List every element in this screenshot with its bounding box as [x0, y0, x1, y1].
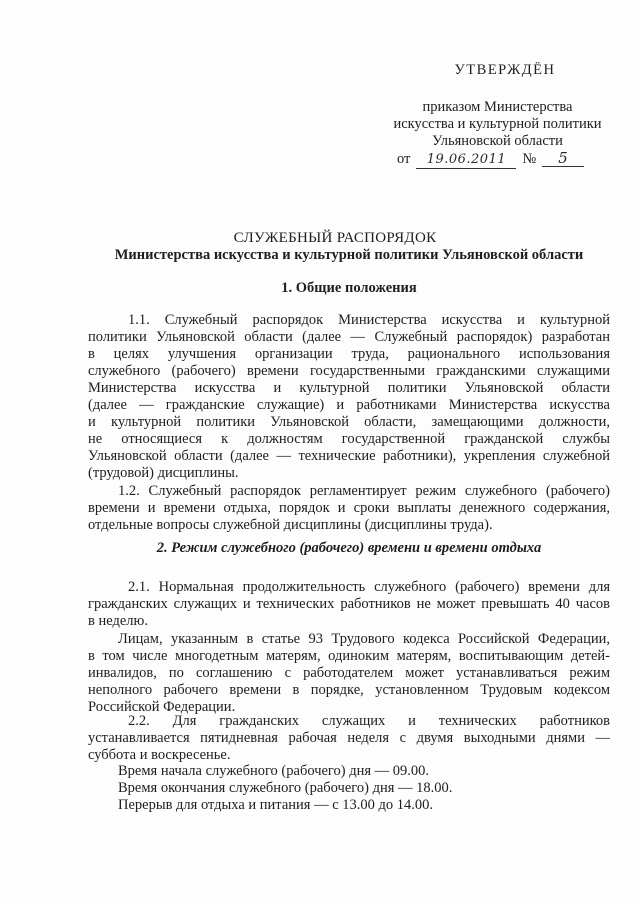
handwritten-date: 19.06.2011 — [416, 152, 516, 169]
handwritten-number: 5 — [542, 150, 584, 167]
paragraph-line: 1.2. Служебный распорядок регламентирует режим служебного (рабочего) — [118, 483, 610, 499]
paragraph-line: не относящиеся к должностям государственной гражданской службы — [88, 431, 610, 447]
paragraph-line: (трудовой) дисциплины. — [88, 465, 239, 481]
approval-block — [380, 99, 615, 150]
paragraph-line: политики Ульяновской области (далее — Служебный распорядок) разработан — [88, 329, 610, 345]
paragraph-line: неполного рабочего времени в порядке, установленном Трудовым кодексом — [88, 682, 610, 698]
paragraph-line: и культурной политики Ульяновской области, замещающими должности, — [88, 414, 610, 430]
section-heading: 2. Режим служебного (рабочего) времени и времени отдыха — [156, 540, 542, 556]
paragraph-line: Лицам, указанным в статье 93 Трудового кодекса Российской Федерации, — [118, 631, 610, 647]
paragraph-line: Российской Федерации. — [88, 699, 236, 715]
paragraph-line: Время окончания служебного (рабочего) дня — 18.00. — [118, 780, 453, 796]
paragraph-line: гражданских служащих и технических работников не может превышать 40 часов — [88, 596, 610, 612]
paragraph-line: 2.1. Нормальная продолжительность служебного (рабочего) времени для — [128, 579, 610, 595]
paragraph-line: Министерства искусства и культурной политики Ульяновской области — [88, 380, 610, 396]
document-title: СЛУЖЕБНЫЙ РАСПОРЯДОК — [233, 230, 437, 246]
paragraph-line: служебного (рабочего) времени государственными гражданскими служащими — [88, 363, 610, 379]
paragraph-line: инвалидов, по соглашению с работодателем может устанавливаться режим — [88, 665, 610, 681]
paragraph-line: устанавливается пятидневная рабочая неделя с двумя выходными днями — — [88, 730, 610, 746]
paragraph-line: отдельные вопросы служебной дисциплины (дисциплины труда). — [88, 517, 493, 533]
date-prefix: от — [397, 151, 411, 167]
paragraph-line: в целях улучшения организации труда, рационального использования — [88, 346, 610, 362]
approval-title: УТВЕРЖДЁН — [454, 62, 556, 78]
paragraph-line: Время начала служебного (рабочего) дня — 09.00. — [118, 763, 430, 779]
paragraph-line: Ульяновской области (далее — технические работники), укрепления служебной — [88, 448, 610, 464]
paragraph-line: (далее — гражданские служащие) и работниками Министерства искусства — [88, 397, 610, 413]
section-heading: 1. Общие положения — [281, 280, 417, 296]
document-subtitle: Министерства искусства и культурной политики Ульяновской области — [114, 247, 584, 263]
paragraph-line: Перерыв для отдыха и питания — с 13.00 до 14.00. — [118, 797, 434, 813]
number-prefix: № — [522, 151, 537, 167]
paragraph-line: суббота и воскресенье. — [88, 747, 231, 763]
paragraph-line: 1.1. Служебный распорядок Министерства искусства и культурной — [128, 312, 610, 328]
paragraph-line: времени и времени отдыха, порядок и сроки выплаты денежного содержания, — [88, 500, 610, 516]
paragraph-line: 2.2. Для гражданских служащих и технических работников — [128, 713, 610, 729]
approval-line: искусства и культурной политики — [393, 116, 602, 132]
approval-line: приказом Министерства — [422, 99, 573, 115]
paragraph-line: в том числе многодетным матерям, одиноким матерям, воспитывающим детей- — [88, 648, 610, 664]
approval-date-line — [397, 150, 617, 169]
approval-line: Ульяновской области — [432, 133, 563, 149]
paragraph-line: в неделю. — [88, 613, 148, 629]
